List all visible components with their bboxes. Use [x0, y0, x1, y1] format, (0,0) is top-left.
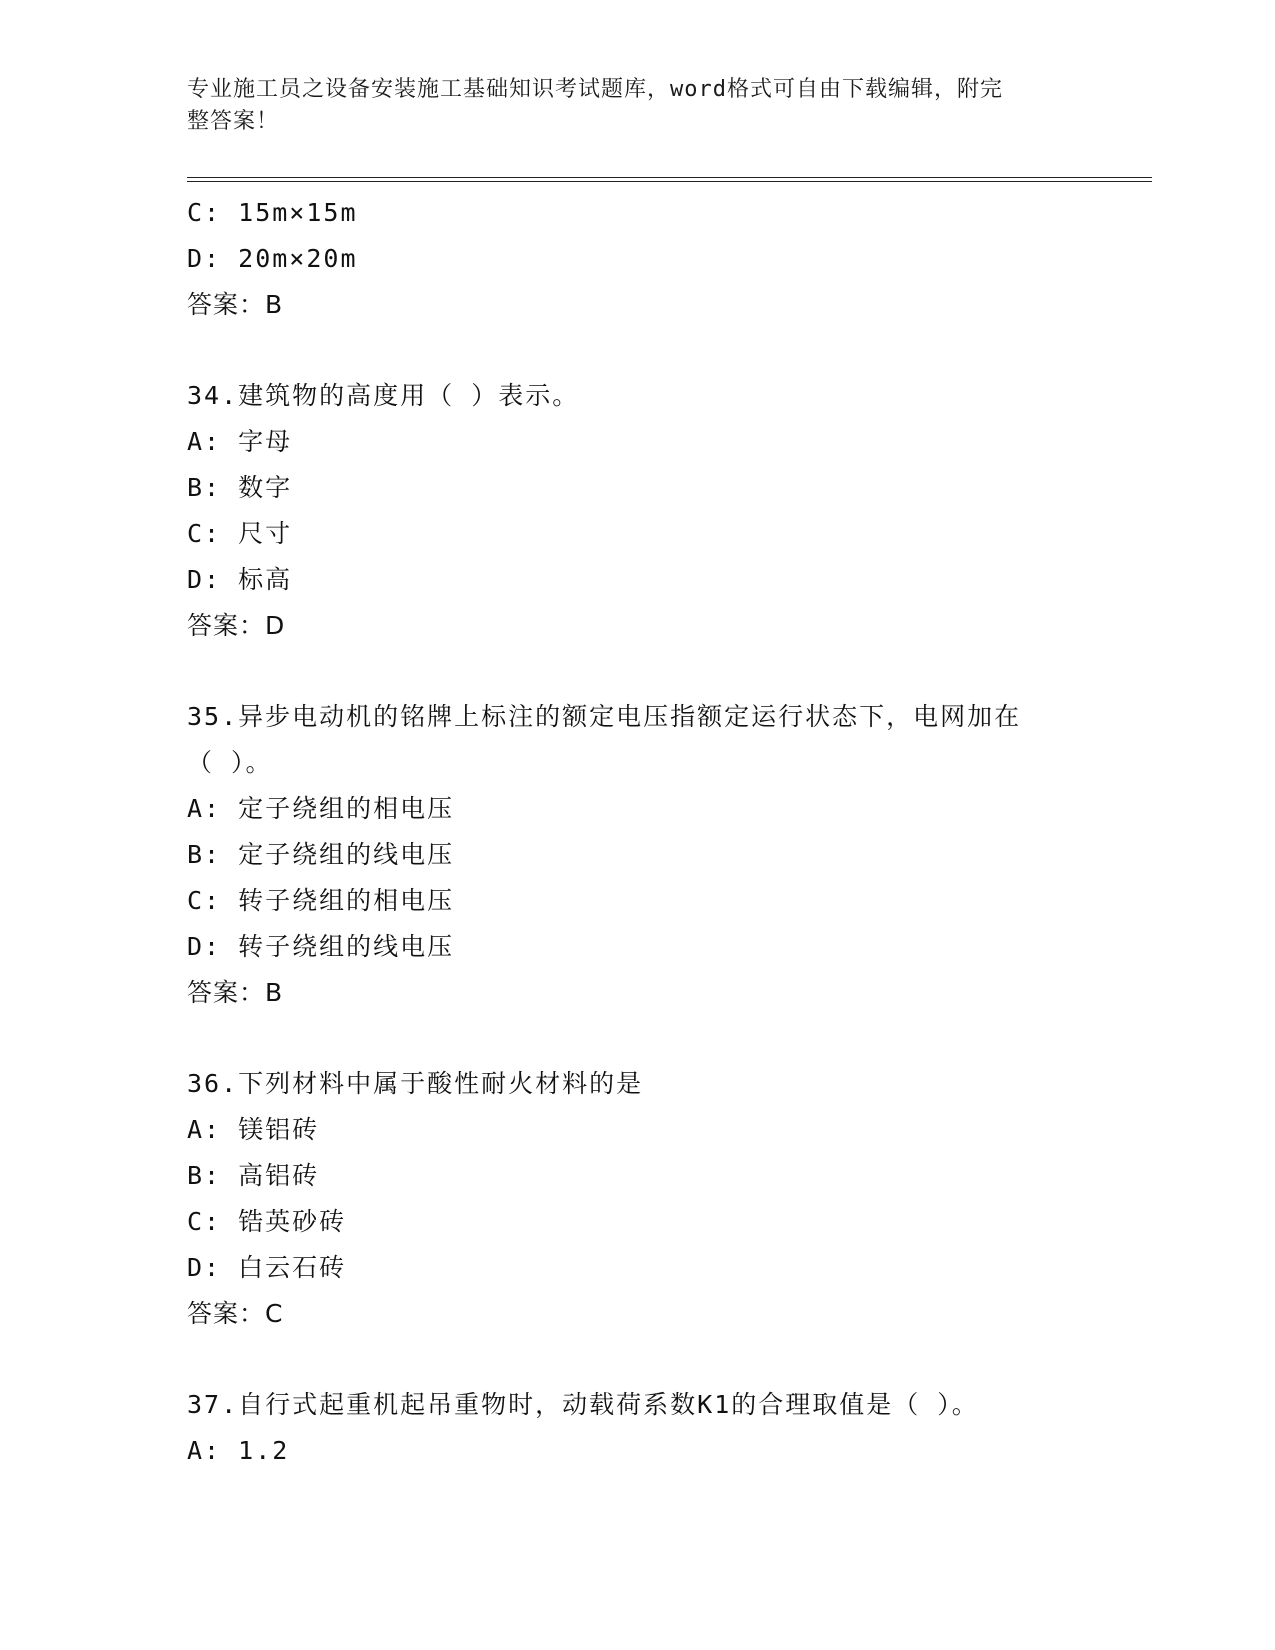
option-c: C: 锆英砂砖 [187, 1207, 347, 1236]
question-stem: 34.建筑物的高度用（ ）表示。 [187, 381, 580, 410]
header-line-2: 整答案！ [187, 109, 280, 134]
option-a: A: 定子绕组的相电压 [187, 794, 455, 823]
spacer [187, 1016, 1152, 1061]
spacer [187, 649, 1152, 694]
document-body [187, 190, 1152, 1474]
question-34 [187, 373, 1152, 649]
option-b: B: 数字 [187, 473, 293, 502]
option-c: C: 转子绕组的相电压 [187, 886, 455, 915]
option-d: D: 标高 [187, 565, 293, 594]
answer-line: 答案：B [187, 978, 284, 1007]
option-d: D: 转子绕组的线电压 [187, 932, 455, 961]
option-a: A: 1.2 [187, 1436, 290, 1465]
option-d: D: 白云石砖 [187, 1253, 347, 1282]
question-stem: 37.自行式起重机起吊重物时，动载荷系数K1的合理取值是（ ）。 [187, 1390, 979, 1419]
question-37 [187, 1382, 1152, 1474]
answer-line: 答案：B [187, 290, 284, 319]
question-33-continuation [187, 190, 1152, 328]
answer-line: 答案：C [187, 1299, 284, 1328]
option-a: A: 字母 [187, 427, 293, 456]
header-line-1: 专业施工员之设备安装施工基础知识考试题库，word格式可自由下载编辑，附完 [187, 77, 1003, 102]
header-divider [187, 177, 1152, 182]
page-header [187, 74, 1067, 138]
spacer [187, 328, 1152, 373]
question-stem-continued: （ ）。 [187, 748, 273, 777]
answer-line: 答案：D [187, 611, 286, 640]
question-36 [187, 1061, 1152, 1337]
question-stem: 35.异步电动机的铭牌上标注的额定电压指额定运行状态下，电网加在 [187, 702, 1022, 731]
option-c: C: 15m×15m [187, 198, 358, 227]
option-d: D: 20m×20m [187, 244, 358, 273]
question-stem: 36.下列材料中属于酸性耐火材料的是 [187, 1069, 644, 1098]
option-b: B: 高铝砖 [187, 1161, 320, 1190]
option-a: A: 镁铝砖 [187, 1115, 320, 1144]
option-c: C: 尺寸 [187, 519, 293, 548]
option-b: B: 定子绕组的线电压 [187, 840, 455, 869]
question-35 [187, 694, 1152, 1016]
spacer [187, 1337, 1152, 1382]
